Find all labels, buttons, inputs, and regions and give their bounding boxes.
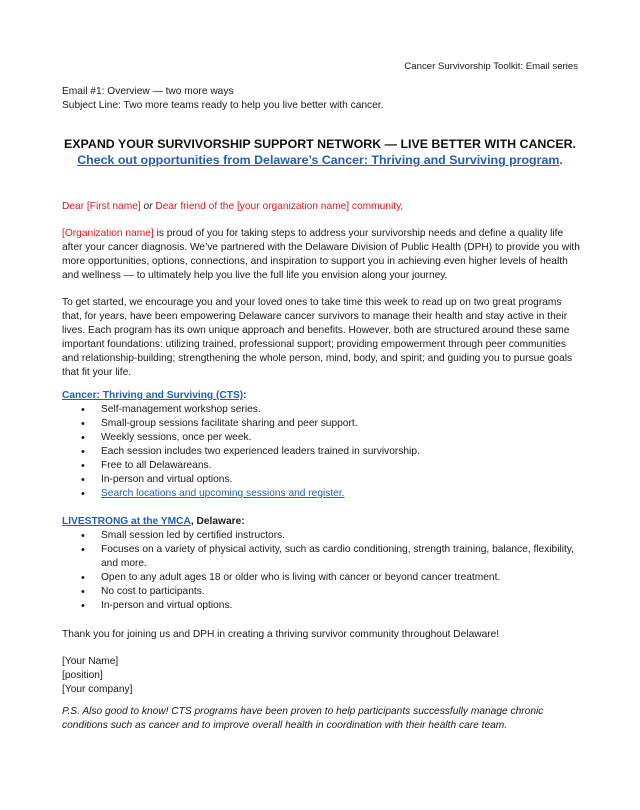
greeting-part2: Dear friend of the [your organization name] community, [152,201,404,212]
toolkit-header: Cancer Survivorship Toolkit: Email series [404,61,578,72]
greeting-part1: Dear [First name] [62,201,144,212]
list-item [62,487,582,501]
list-item: • Open to any adult ages 18 or older who is living with cancer or beyond cancer treatment. [62,571,582,585]
list-item: • Focuses on a variety of physical activity, such as cardio conditioning, strength training, balance, flexibility, and more. [62,543,582,571]
list-item: • Small-group sessions facilitate sharing and peer support. [62,417,582,431]
heading-title: EXPAND YOUR SURVIVORSHIP SUPPORT NETWORK — LIVE BETTER WITH CANCER. [64,137,576,151]
heading-subtitle [0,152,640,168]
email-number-line: Email #1: Overview — two more ways [62,86,234,97]
livestrong-section-title [62,515,582,529]
email-heading [0,136,640,168]
list-item: • Self-management workshop series. [62,403,582,417]
list-item: • In-person and virtual options. [62,599,582,613]
cts-program-link[interactable]: Check out opportunities from Delaware’s Cancer: Thriving and Surviving program [77,153,560,167]
register-link[interactable]: Search locations and upcoming sessions and register. [101,488,345,499]
intro-paragraph [62,227,582,283]
subtitle-period: . [559,153,563,167]
list-item: • Free to all Delawareans. [62,459,582,473]
org-name-placeholder: [Organization name] [62,228,154,239]
programs-paragraph: To get started, we encourage you and your loved ones to take time this week to read up on two great programs that, for years, have been empowering Delaware cancer survivors to manage their health and stay active in their lives. Each program has its own unique approach and benefits. However, both are structured around these same important foundations: utilizing trained, professional support; providing empowerment through peer communities and relationship-building; strengthening the whole person, mind, body, and spirit; and guiding you to pursue goals that fit your life. [62,297,573,378]
thank-you-line: Thank you for joining us and DPH in creating a thriving survivor community throughout Delaware! [62,629,500,640]
subject-line: Subject Line: Two more teams ready to help you live better with cancer. [62,100,384,111]
cts-title-colon: : [243,390,247,401]
list-item: • Each session includes two experienced leaders trained in survivorship. [62,445,582,459]
intro-text: is proud of you for taking steps to address your survivorship needs and define a quality life after your cancer diagnosis. We’ve partnered with the Delaware Division of Public Health (DPH) to provide you with more opportunities, options, connections, and inspiration to support you in achieving even higher levels of health and wellness — to ultimately help you live the full life you envision along your journey. [62,228,580,281]
signature-block [62,655,582,697]
list-item: • Small session led by certified instructors. [62,529,582,543]
email-meta [62,85,582,113]
cts-bullet-list [62,403,582,501]
signature-company: [Your company] [62,684,133,695]
list-item: • No cost to participants. [62,585,582,599]
postscript: P.S. Also good to know! CTS programs have been proven to help participants successfully manage chronic conditions such as cancer and to improve overall health in coordination with their health care team. [62,706,544,731]
list-item: • Weekly sessions, once per week. [62,431,582,445]
livestrong-title-suffix: , Delaware: [190,516,245,527]
livestrong-title-link[interactable]: LIVESTRONG at the YMCA [62,516,191,527]
list-item: • In-person and virtual options. [62,473,582,487]
signature-name: [Your Name] [62,656,119,667]
greeting-or: or [143,201,153,212]
greeting [62,200,582,214]
cts-section-title [62,389,582,403]
livestrong-bullet-list [62,529,582,613]
signature-position: [position] [62,670,103,681]
cts-title-link[interactable]: Cancer: Thriving and Surviving (CTS) [62,390,244,401]
